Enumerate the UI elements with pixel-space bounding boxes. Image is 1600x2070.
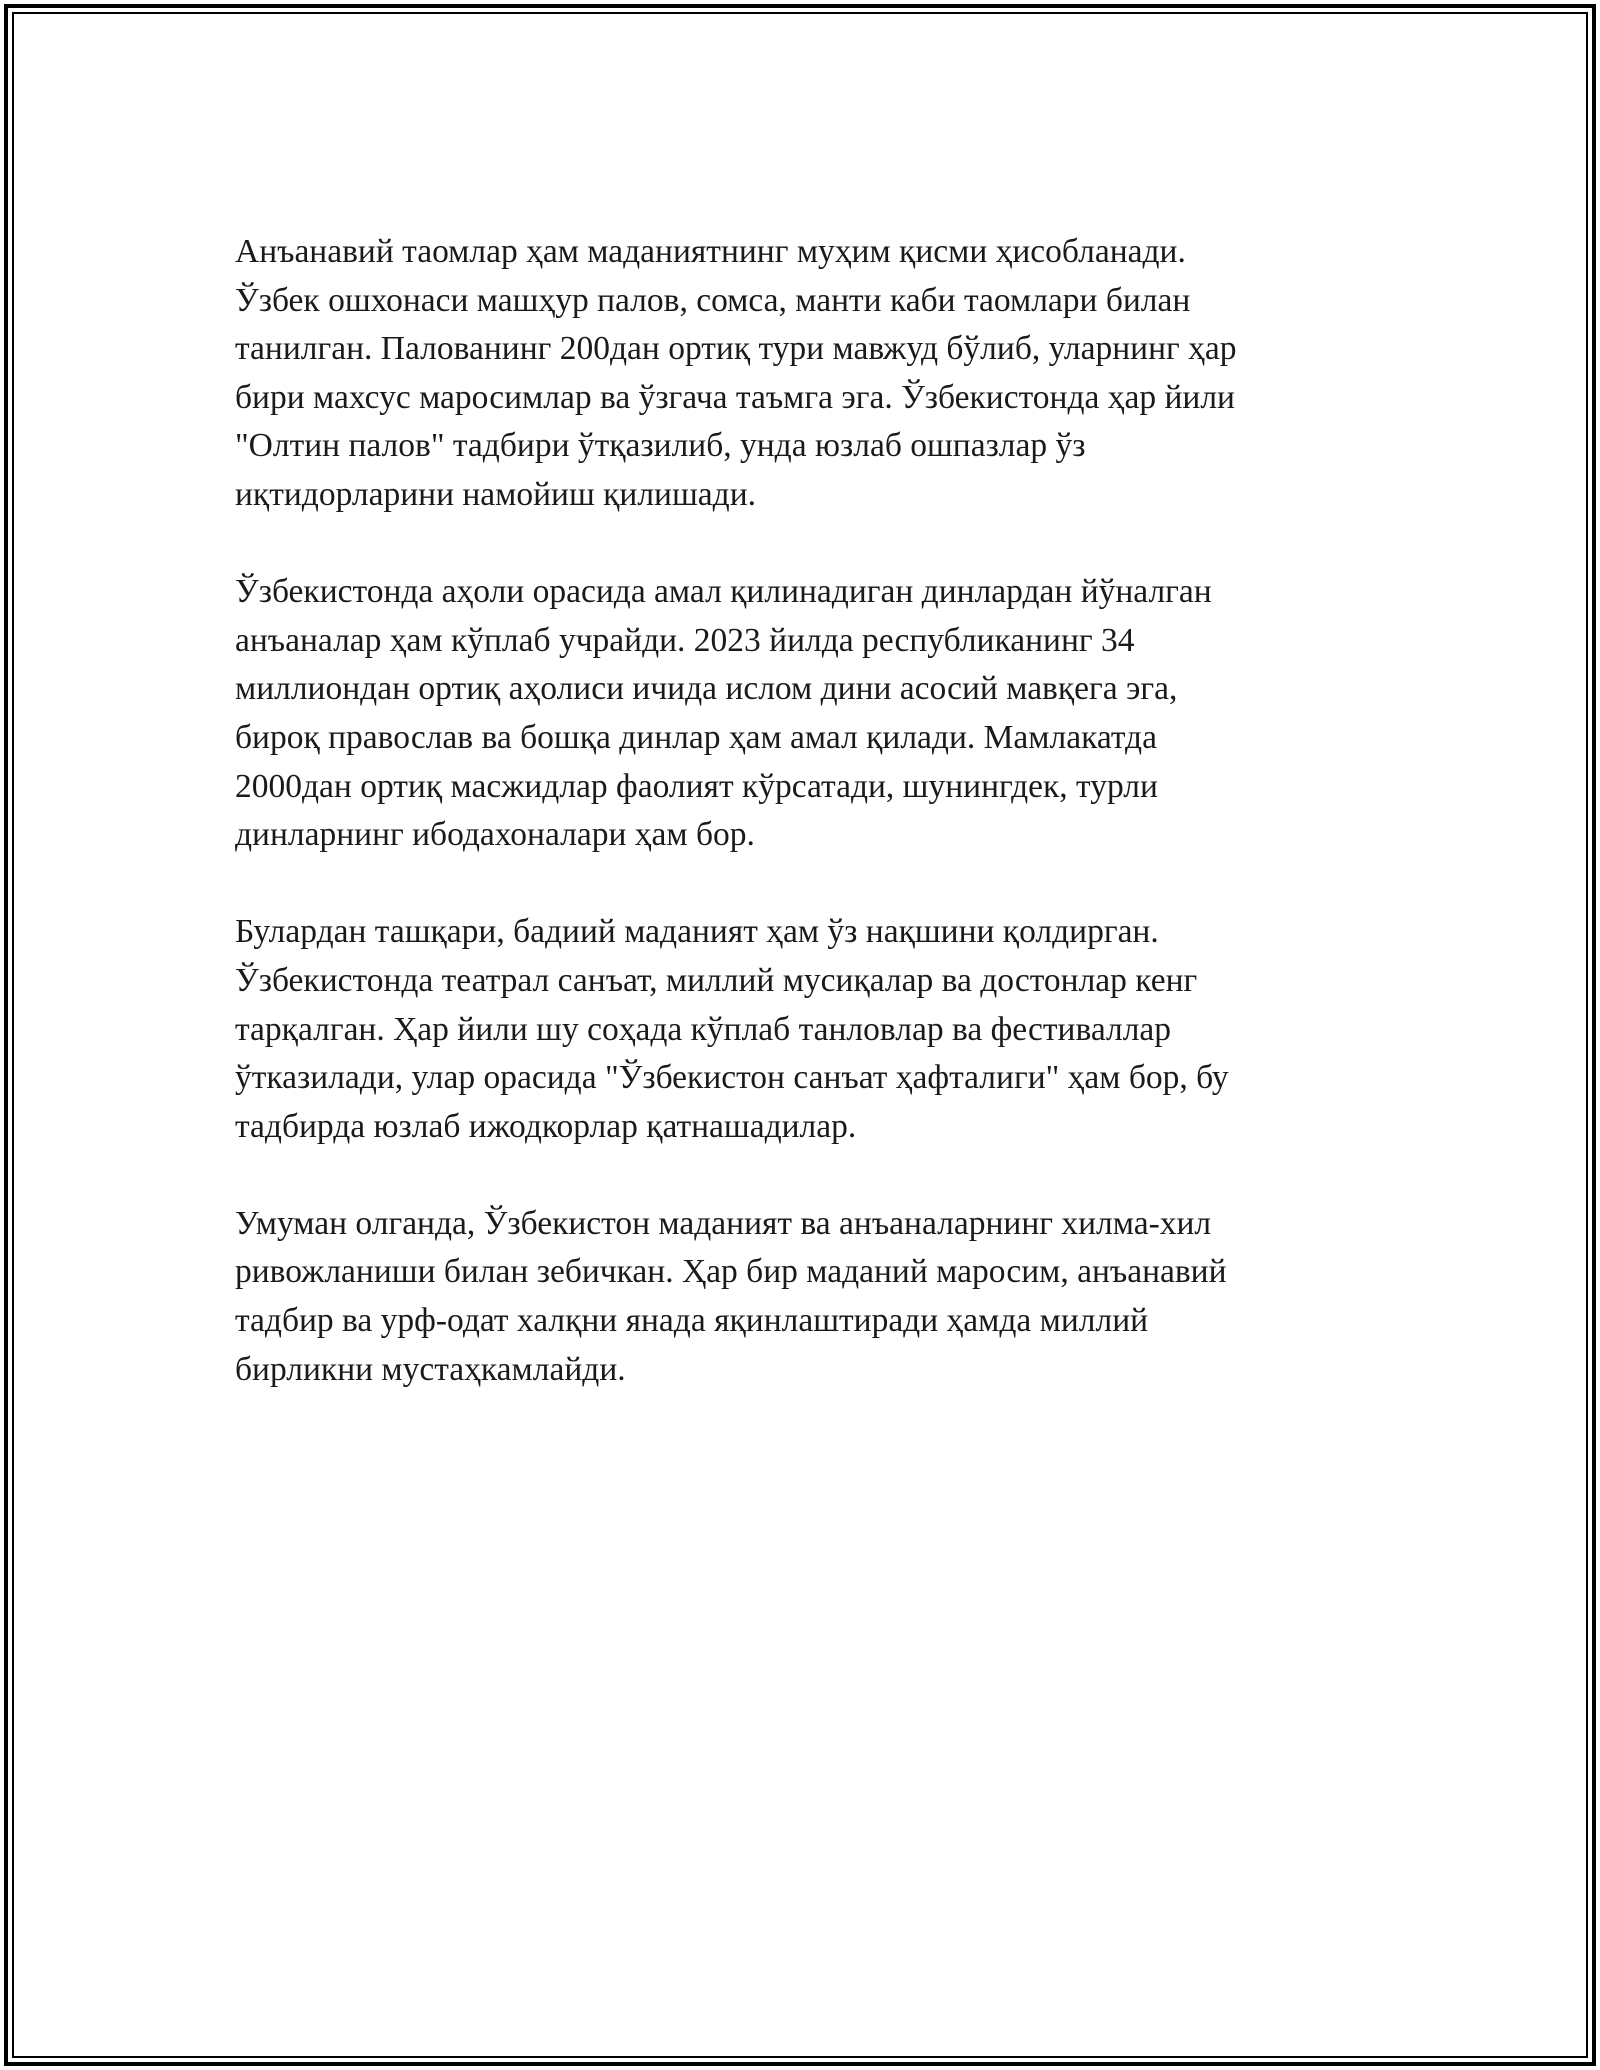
paragraph-traditional-dishes: Анъанавий таомлар ҳам маданиятнинг муҳим қисми ҳисобланади. Ўзбек ошхонаси машҳур палов, сомса, манти каби таомлари билан танилган. Палованинг 200дан ортиқ тури мавжуд бўлиб, уларнинг ҳар бири махсус маросимлар ва ўзгача таъмга эга. Ўзбекистонда ҳар йили "Олтин палов" тадбири ўтқазилиб, унда юзлаб ошпазлар ўз иқтидорларини намойиш қилишади. (235, 233, 1237, 513)
document-body (235, 228, 1365, 1443)
paragraph-conclusion: Умуман олганда, Ўзбекистон маданият ва анъаналарнинг хилма-хил ривожланиши билан зебичкан. Ҳар бир маданий маросим, анъанавий тадбир ва урф-одат халқни янада яқинлаштиради ҳамда миллий бирликни мустаҳкамлайди. (235, 1204, 1227, 1388)
paragraph-religion: Ўзбекистонда аҳоли орасида амал қилинадиган динлардан йўналган анъаналар ҳам кўплаб учрайди. 2023 йилда республиканинг 34 миллиондан ортиқ аҳолиси ичида ислом дини асосий мавқега эга, бироқ православ ва бошқа динлар ҳам амал қилади. Мамлакатда 2000дан ортиқ масжидлар фаолият кўрсатади, шунингдек, турли динларнинг ибодахоналари ҳам бор. (235, 573, 1212, 854)
paragraph-arts: Булардан ташқари, бадиий маданият ҳам ўз нақшини қолдирган. Ўзбекистонда театрал санъат, миллий мусиқалар ва достонлар кенг тарқалган. Ҳар йили шу соҳада кўплаб танловлар ва фестиваллар ўтказилади, улар орасида "Ўзбекистон санъат ҳафталиги" ҳам бор, бу тадбирда юзлаб ижодкорлар қатнашадилар. (235, 913, 1229, 1145)
